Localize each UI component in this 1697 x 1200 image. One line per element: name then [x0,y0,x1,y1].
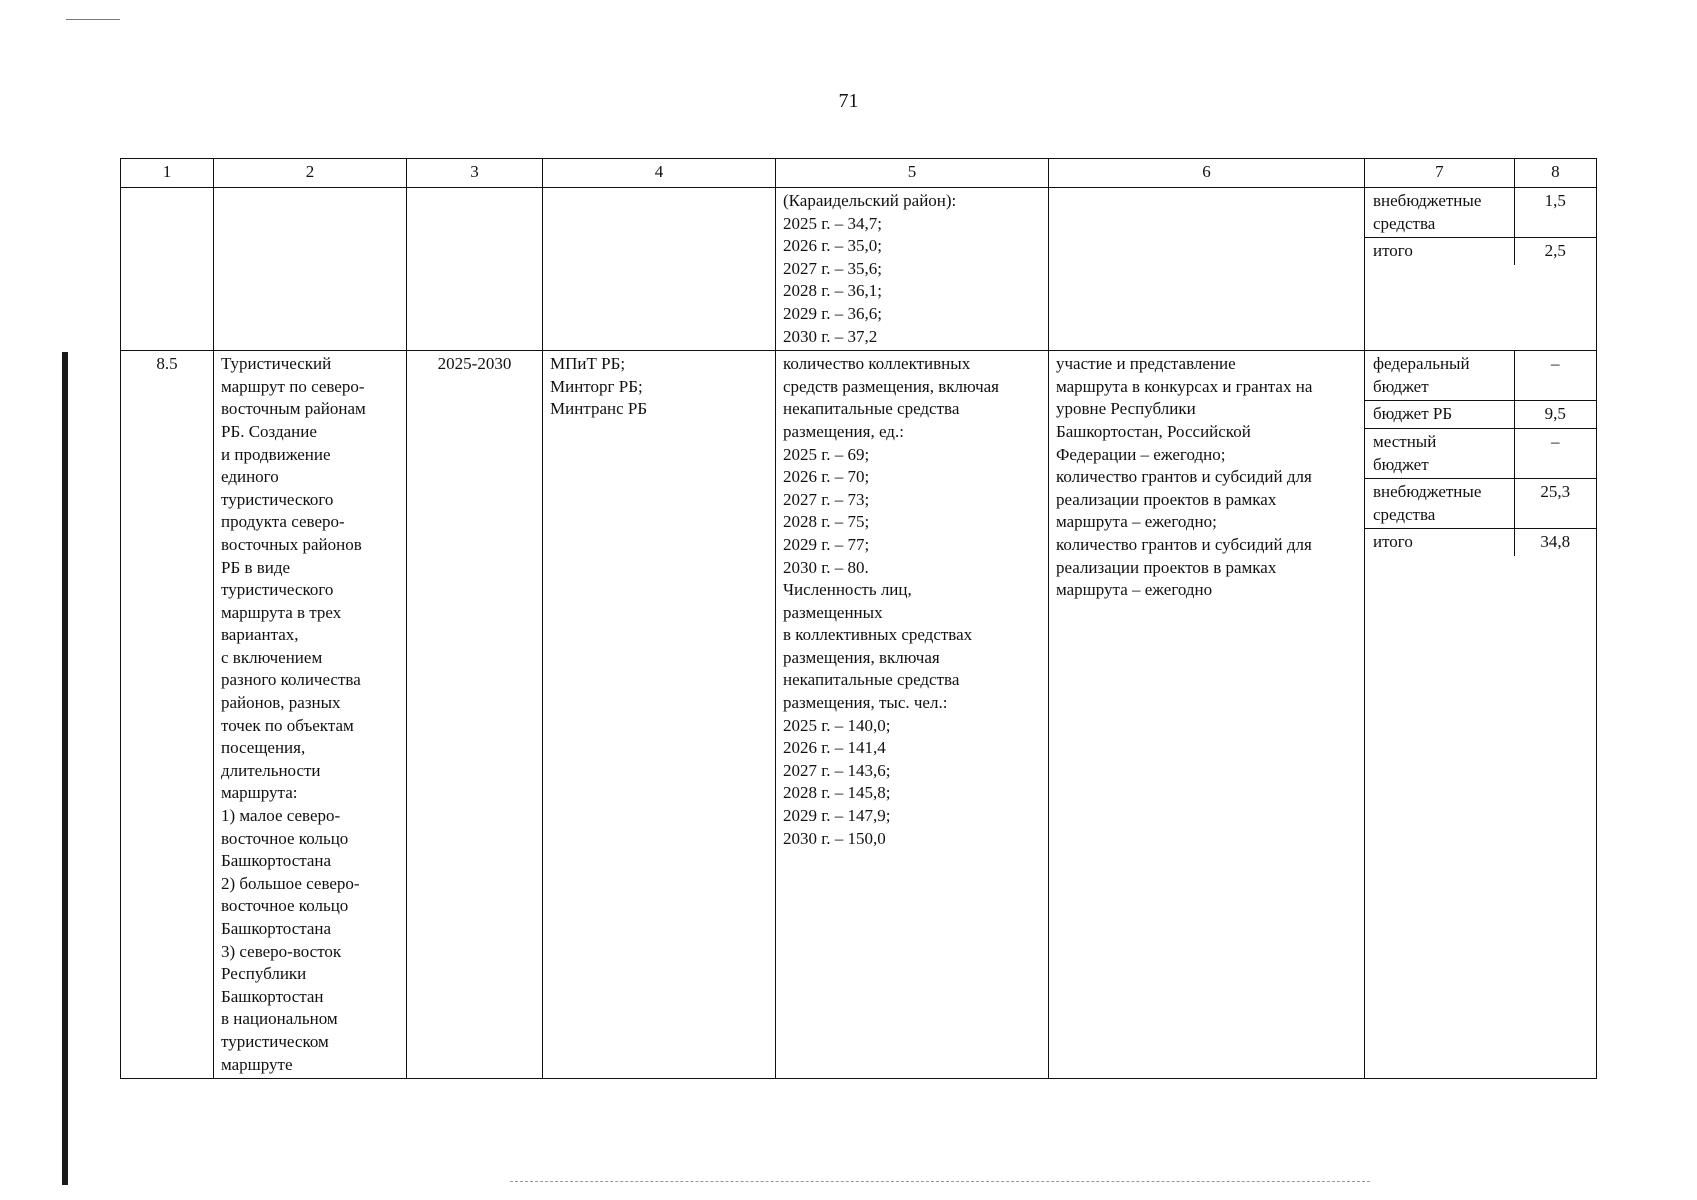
cont-results-cell [1049,188,1365,351]
funding-source: федеральный бюджет [1365,351,1514,401]
cont-period-cell [407,188,543,351]
header-col-2: 2 [214,159,407,188]
funding-cell [1365,351,1597,1079]
header-col-1: 1 [121,159,214,188]
indicators-cell: количество коллективных средств размещения, включая некапитальные средства размещения, ед.: 2025 г. – 69; 2026 г. – 70; 2027 г. – 73; 2028 г. – 75; 2029 г. – 77; 2030 г. – 80. Численность лиц, размещенных в коллективных средствах размещения, включая некапитальные средства размещения, тыс. чел.: 2025 г. – 140,0; 2026 г. – 141,4 2027 г. – 143,6; 2028 г. – 145,8; 2029 г. – 147,9; 2030 г. – 150,0 [776,351,1049,1079]
funding-row [1365,188,1596,238]
funding-source: итого [1373,241,1413,261]
funding-amount: – [1514,351,1596,401]
funding-source: местный бюджет [1365,428,1514,478]
funding-source: бюджет РБ [1365,401,1514,429]
cont-number-cell [121,188,214,351]
indicator-line: 2025 г. – 34,7; [783,213,883,233]
cont-name-cell [214,188,407,351]
funding-amount: 25,3 [1514,479,1596,529]
header-col-4: 4 [543,159,776,188]
header-col-3: 3 [407,159,543,188]
header-col-6: 6 [1049,159,1365,188]
funding-row [1365,351,1596,401]
scan-artifact-margin-bar [62,352,68,1185]
indicator-line: 2030 г. – 37,2 [783,326,878,346]
program-table [120,158,1597,1079]
cont-indicators-cell [776,188,1049,351]
header-row [121,159,1597,188]
scan-artifact-top [66,19,120,20]
header-col-8: 8 [1514,159,1596,188]
funding-table [1365,351,1596,556]
indicator-line: (Караидельский район): [783,191,957,210]
header-col-7: 7 [1365,159,1515,188]
funding-source: итого [1373,532,1413,552]
funding-row [1365,479,1596,529]
measure-name-cell: Туристический маршрут по северо- восточным районам РБ. Создание и продвижение единого туристического продукта северо- восточных районов РБ в виде туристического маршрута в трех вариантах, с включением разного количества районов, разных точек по объектам посещения, длительности маршрута: 1) малое северо- восточное кольцо Башкортостана 2) большое северо- восточное кольцо Башкортостана 3) северо-восток Республики Башкортостан в национальном туристическом маршруте [214,351,407,1079]
cont-executors-cell [543,188,776,351]
table-row-8-5 [121,351,1597,1079]
funding-row [1365,401,1596,429]
cont-funding-cell [1365,188,1597,351]
funding-amount: – [1514,428,1596,478]
scan-artifact-bottom [510,1181,1370,1182]
indicator-line: 2027 г. – 35,6; [783,258,883,278]
funding-row-total [1365,529,1596,556]
funding-row-total [1365,238,1596,265]
funding-amount: 9,5 [1514,401,1596,429]
indicator-line: 2026 г. – 35,0; [783,236,883,256]
funding-amount: 2,5 [1514,238,1596,265]
header-col-5: 5 [776,159,1049,188]
period-cell: 2025-2030 [407,351,543,1079]
results-cell: участие и представление маршрута в конкурсах и грантах на уровне Республики Башкортостан, Российской Федерации – ежегодно; количество грантов и субсидий для реализации проектов в рамках маршрута – ежегодно; количество грантов и субсидий для реализации проектов в рамках маршрута – ежегодно [1049,351,1365,1079]
indicator-line: 2028 г. – 36,1; [783,281,883,301]
funding-table [1365,188,1596,265]
executors-cell: МПиТ РБ; Минторг РБ; Минтранс РБ [543,351,776,1079]
funding-amount: 34,8 [1514,529,1596,556]
continuation-row [121,188,1597,351]
funding-amount: 1,5 [1514,188,1596,238]
page-number: 71 [838,90,859,112]
row-number: 8.5 [121,351,214,1079]
funding-source: внебюджетные средства [1365,479,1514,529]
indicator-line: 2029 г. – 36,6; [783,303,883,323]
funding-source: внебюджетные средства [1365,188,1514,238]
funding-row [1365,428,1596,478]
